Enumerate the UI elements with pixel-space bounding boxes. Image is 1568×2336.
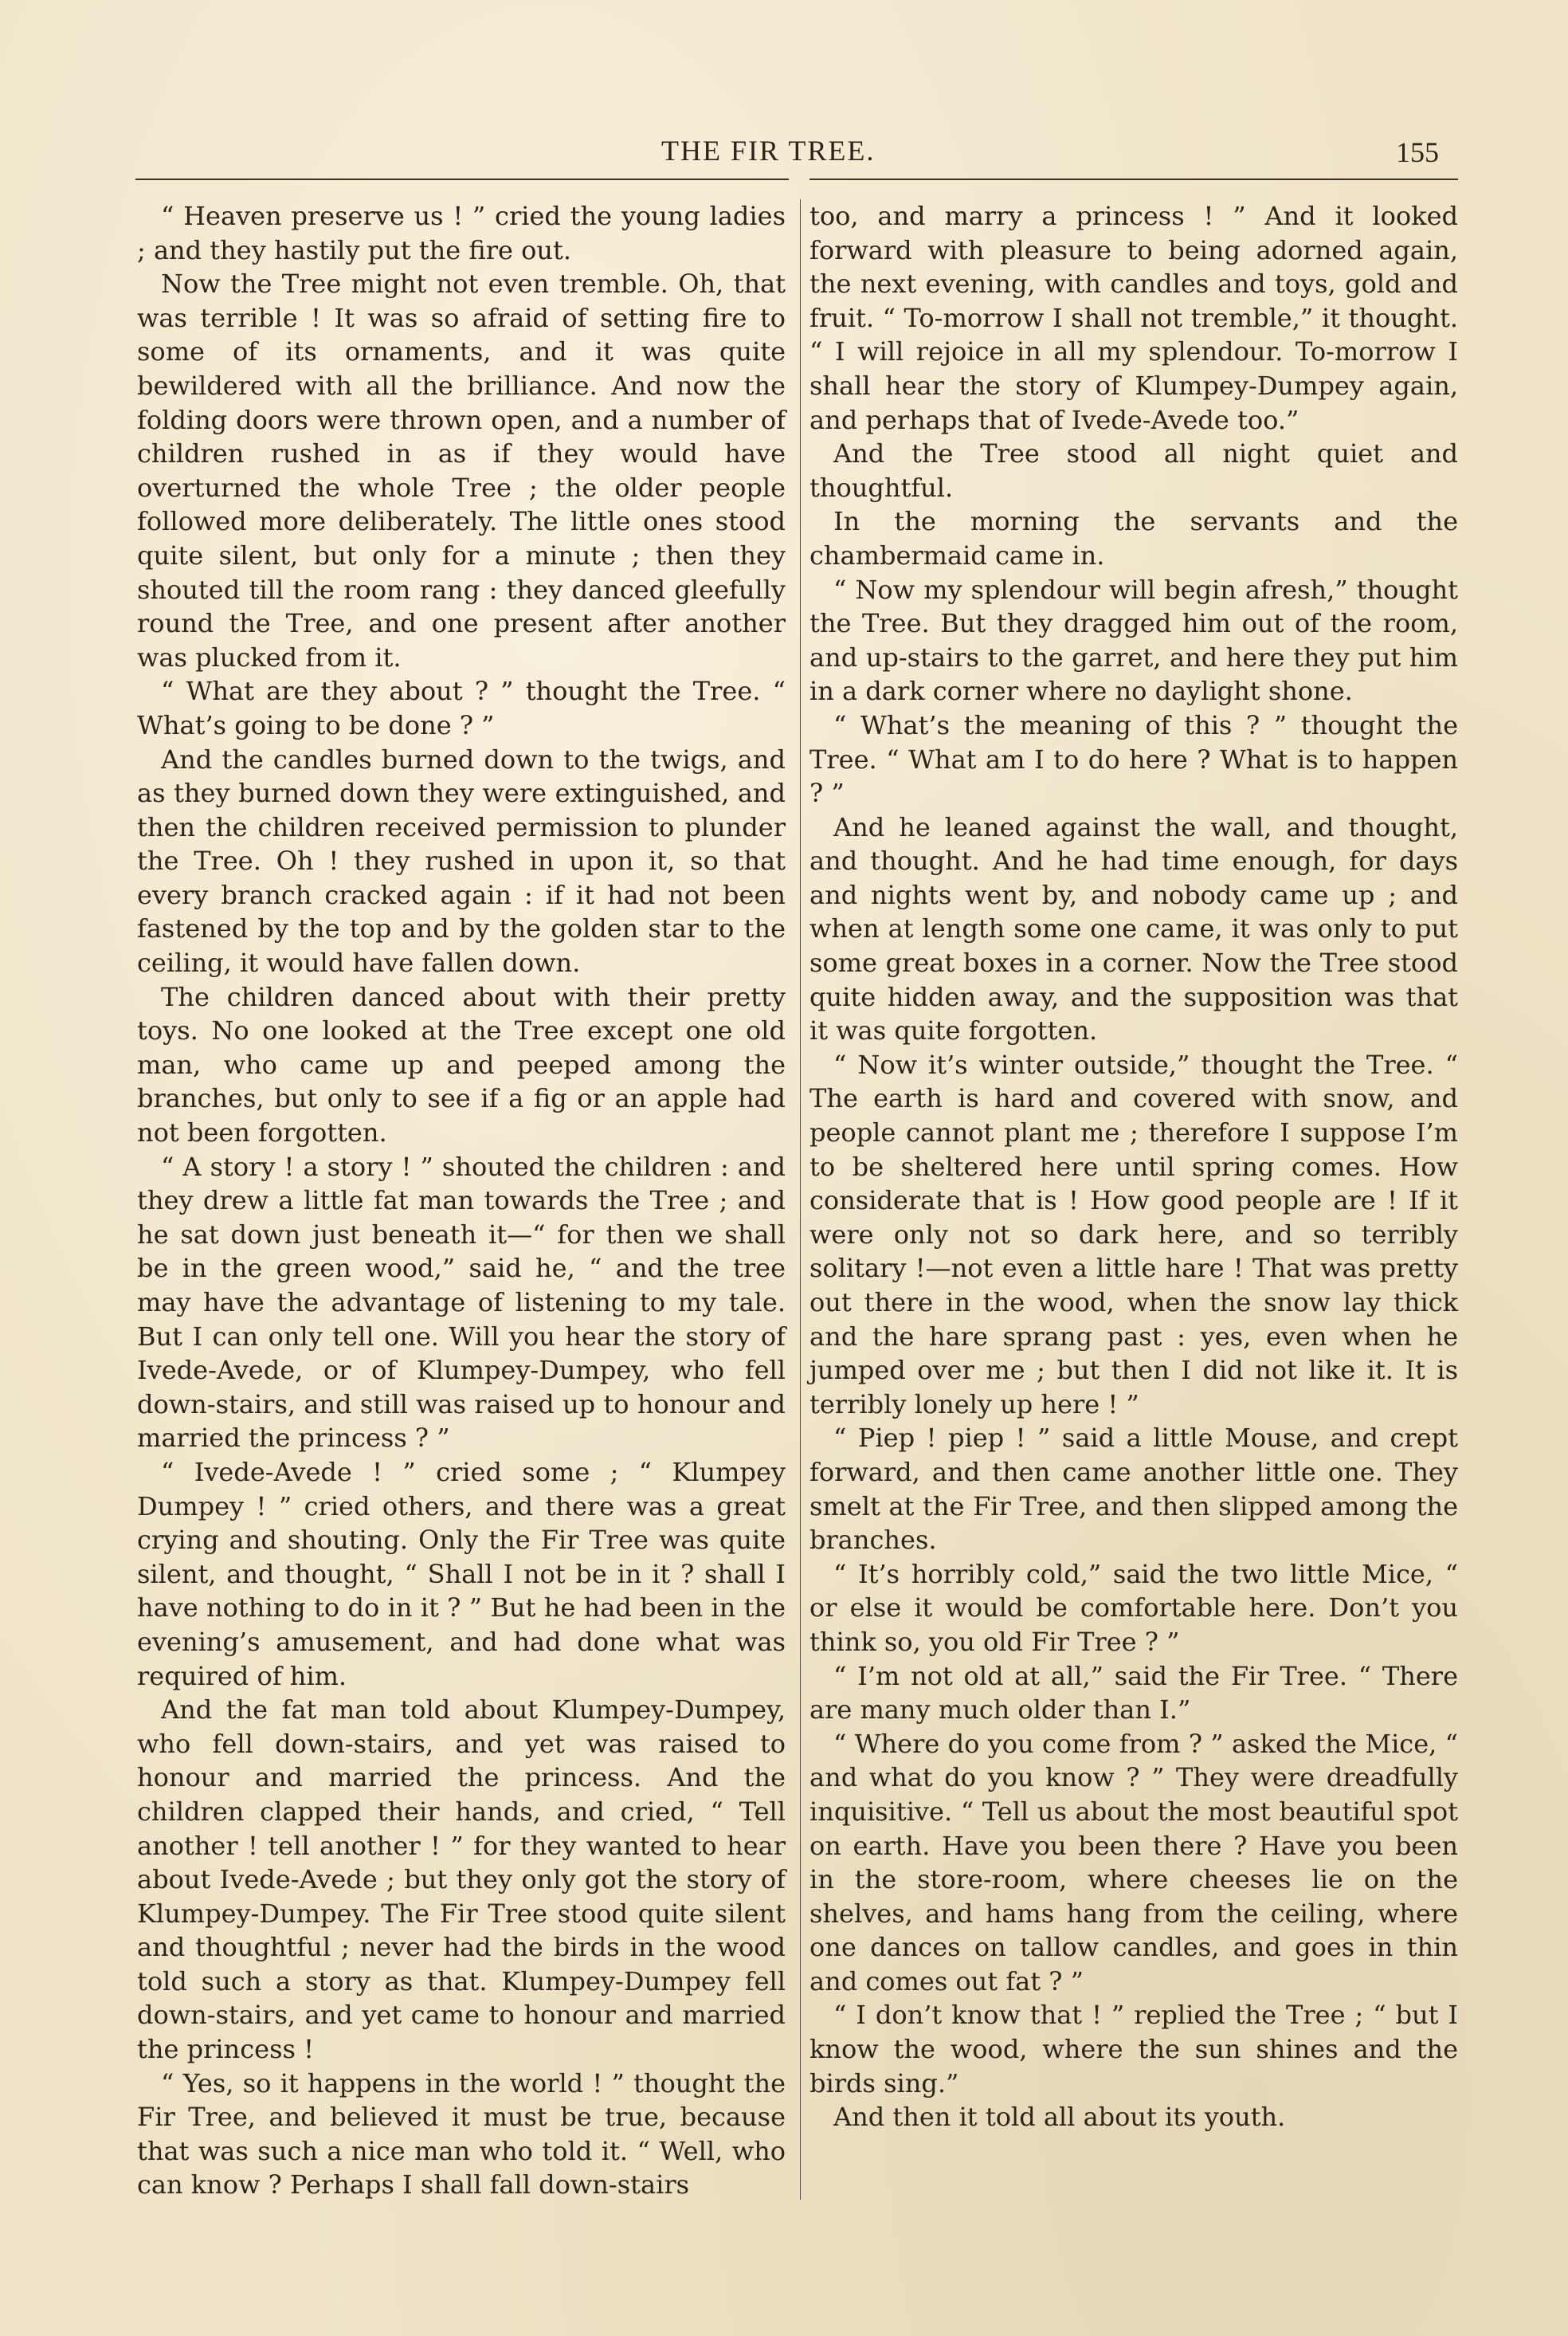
paragraph-continuation: too, and marry a princess ! ” And it looked forward with pleasure to being adorned again, the next evening, with candles and toys, gold and fruit. “ To-morrow I shall not tremble,” it thought. “ I will rejoice in all my splendour. To-morrow I shall hear the story of Klumpey-Dumpey again, and perhaps that of Ivede-Avede too.” — [809, 201, 1458, 435]
paragraph: And he leaned against the wall, and thought, and thought. And he had time enough, for days and nights went by, and nobody came up ; and when at length some one came, it was only to put some great boxes in a corner. Now the Tree stood quite hidden away, and the supposition was that it was quite forgotten. — [809, 811, 1458, 1046]
paragraph: “ Now my splendour will begin afresh,” thought the Tree. But they dragged him out of the room, and up-stairs to the garret, and here they put him in a dark corner where no daylight shone. — [809, 574, 1458, 707]
paragraph: And the fat man told about Klumpey-Dumpey, who fell down-stairs, and yet was raised to honour and married the princess. And the children clapped their hands, and cried, “ Tell another ! tell another ! ” for they wanted to hear about Ivede-Avede ; but they only got the story of Klumpey-Dumpey. The Fir Tree stood quite silent and thoughtful ; never had the birds in the wood told such a story as that. Klumpey-Dumpey fell down-stairs, and yet came to honour and married the princess ! — [137, 1694, 786, 2065]
header-rule-right — [809, 179, 1458, 180]
paragraph: The children danced about with their pretty toys. No one looked at the Tree except one old man, who came up and peeped among the branches, but only to see if a fig or an apple had not been forgotten. — [137, 981, 786, 1148]
paragraph: Now the Tree might not even tremble. Oh, that was terrible ! It was so afraid of setting fire to some of its ornaments, and it was quite bewildered with all the brilliance. And now the folding doors were thrown open, and a number of children rushed in as if they would have overturned the whole Tree ; the older people followed more deliberately. The little ones stood quite silent, but only for a minute ; then they shouted till the room rang : they danced gleefully round the Tree, and one present after another was plucked from it. — [137, 269, 786, 673]
page-header — [0, 134, 1568, 182]
paragraph: “ A story ! a story ! ” shouted the children : and they drew a little fat man towards the Tree ; and he sat down just beneath it—“ for then we shall be in the green wood,” said he, “ and the tree may have the advantage of listening to my tale. But I can only tell one. Will you hear the story of Ivede-Avede, or of Klumpey-Dumpey, who fell down-stairs, and still was raised up to honour and married the princess ? ” — [137, 1151, 786, 1454]
paragraph: And the Tree stood all night quiet and thoughtful. — [809, 438, 1458, 503]
paragraph: “ Where do you come from ? ” asked the Mice, “ and what do you know ? ” They were dreadfully inquisitive. “ Tell us about the most beautiful spot on earth. Have you been there ? Have you been in the store-room, where cheeses lie on the shelves, and hams hang from the ceiling, where one dances on tallow candles, and goes in thin and comes out fat ? ” — [809, 1728, 1458, 1996]
left-column — [137, 199, 786, 2202]
column-divider — [800, 199, 801, 2200]
paragraph: “ I’m not old at all,” said the Fir Tree. “ There are many much older than I.” — [809, 1660, 1458, 1725]
paragraph: “ Ivede-Avede ! ” cried some ; “ Klumpey Dumpey ! ” cried others, and there was a great crying and shouting. Only the Fir Tree was quite silent, and thought, “ Shall I not be in it ? shall I have nothing to do in it ? ” But he had been in the evening’s amusement, and had done what was required of him. — [137, 1456, 786, 1691]
running-title: THE FIR TREE. — [661, 135, 876, 167]
paragraph: And then it told all about its youth. — [833, 2102, 1286, 2133]
paragraph: “ Now it’s winter outside,” thought the Tree. “ The earth is hard and covered with snow, and people cannot plant me ; therefore I suppose I’m to be sheltered here until spring comes. How considerate that is ! How good people are ! If it were only not so dark here, and so terribly solitary !—not even a little hare ! That was pretty out there in the wood, when the snow lay thick and the hare sprang past : yes, even when he jumped over me ; but then I did not like it. It is terribly lonely up here ! ” — [809, 1049, 1458, 1419]
paragraph: “ What are they about ? ” thought the Tree. “ What’s going to be done ? ” — [137, 676, 786, 740]
paragraph: And the candles burned down to the twigs, and as they burned down they were extinguished, and then the children received permission to plunder the Tree. Oh ! they rushed in upon it, so that every branch cracked again : if it had not been fastened by the top and by the golden star to the ceiling, it would have fallen down. — [137, 744, 786, 979]
header-rule-left — [135, 179, 789, 180]
right-column — [809, 199, 1458, 2134]
paragraph: “ What’s the meaning of this ? ” thought the Tree. “ What am I to do here ? What is to happen ? ” — [809, 709, 1458, 809]
page-number: 155 — [1396, 136, 1439, 168]
paragraph: “ I don’t know that ! ” replied the Tree ; “ but I know the wood, where the sun shines and the birds sing.” — [809, 2000, 1458, 2098]
paragraph: “ Heaven preserve us ! ” cried the young ladies ; and they hastily put the fire out. — [137, 201, 786, 265]
paragraph: “ It’s horribly cold,” said the two little Mice, “ or else it would be comfortable here. Don’t you think so, you old Fir Tree ? ” — [809, 1558, 1458, 1657]
paragraph: “ Piep ! piep ! ” said a little Mouse, and crept forward, and then came another little one. They smelt at the Fir Tree, and then slipped among the branches. — [809, 1423, 1458, 1556]
paragraph: In the morning the servants and the chambermaid came in. — [809, 506, 1458, 571]
paragraph: “ Yes, so it happens in the world ! ” thought the Fir Tree, and believed it must be true, because that was such a nice man who told it. “ Well, who can know ? Perhaps I shall fall down-stairs — [137, 2067, 786, 2201]
